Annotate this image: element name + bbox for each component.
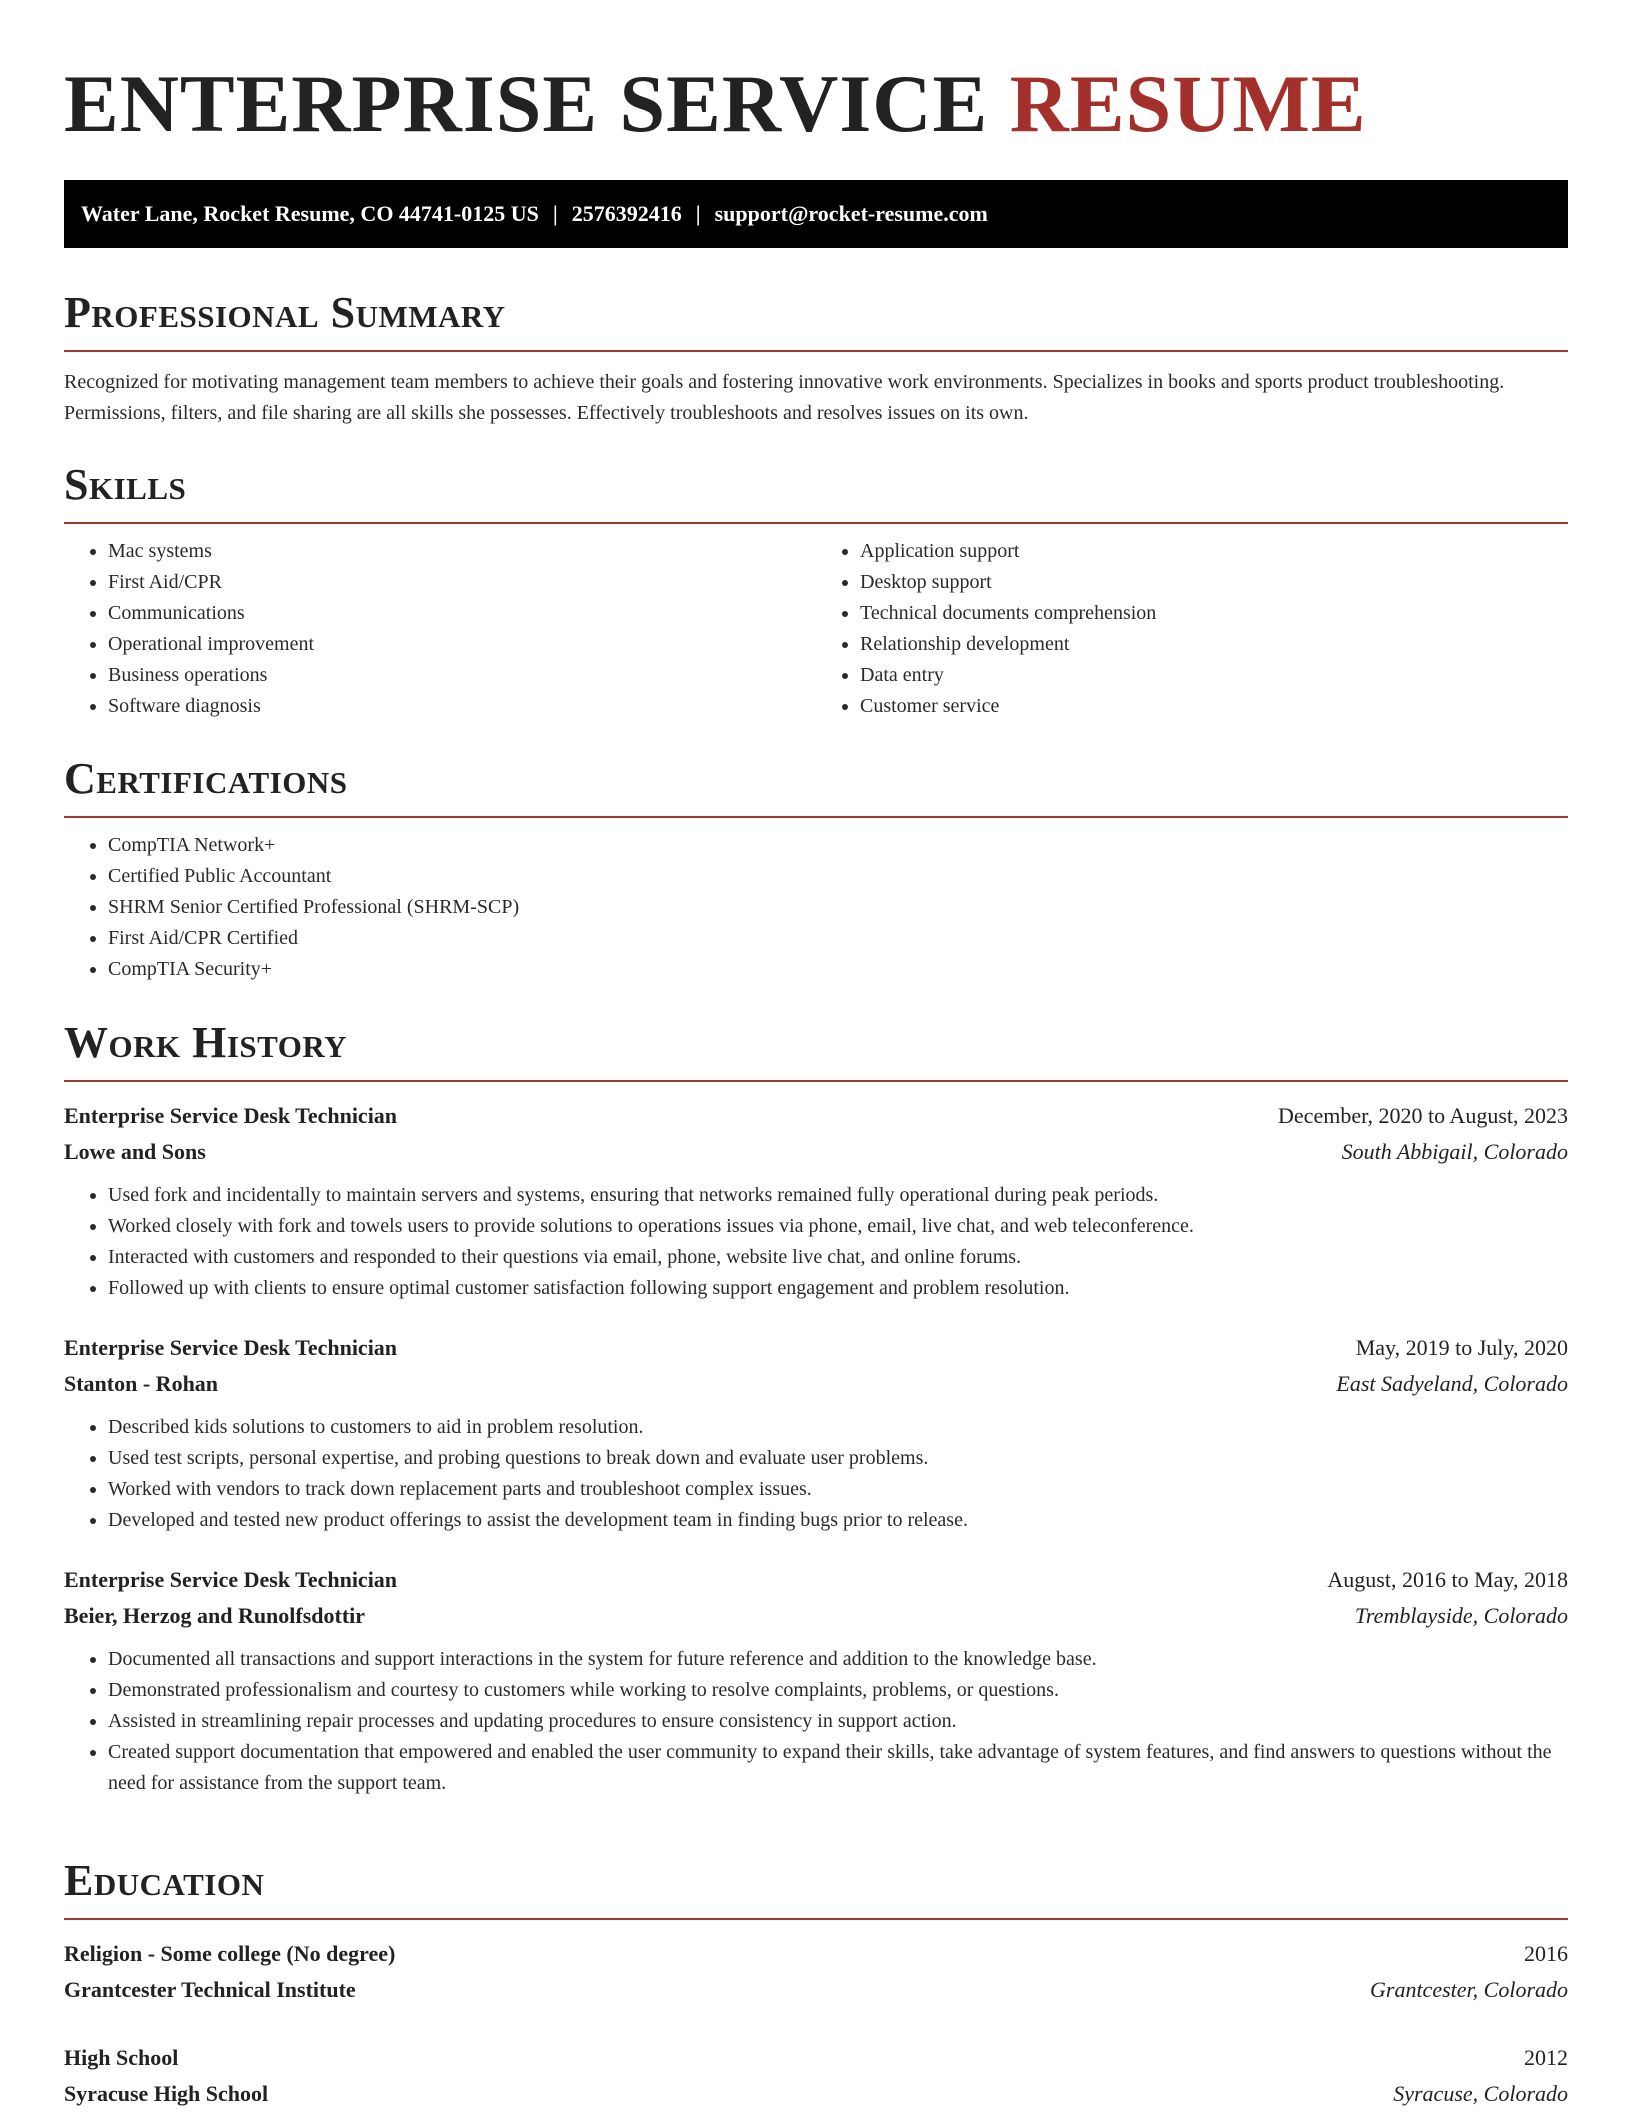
education-degree: Religion - Some college (No degree) <box>64 1941 396 1966</box>
job-header-row <box>64 1330 1568 1366</box>
job-title: Enterprise Service Desk Technician <box>64 1335 398 1360</box>
job-company: Lowe and Sons <box>64 1139 206 1164</box>
contact-separator: | <box>695 201 701 226</box>
skill-item: • Software diagnosis <box>108 691 816 722</box>
certifications-list <box>64 830 1568 985</box>
skill-item: • Relationship development <box>860 629 1568 660</box>
job-dates: August, 2016 to May, 2018 <box>1327 1567 1568 1592</box>
job-bullet: • Developed and tested new product offerings to assist the development team in finding bugs prior to release. <box>108 1505 1568 1536</box>
certifications-section <box>64 754 1568 985</box>
education-year: 2012 <box>1524 2045 1568 2070</box>
certifications-heading: Certifications <box>64 754 348 803</box>
education-location: Grantcester, Colorado <box>1370 1977 1568 2002</box>
job-location: East Sadyeland, Colorado <box>1336 1371 1568 1396</box>
skills-columns <box>64 536 1568 722</box>
job-bullet: • Interacted with customers and responded to their questions via email, phone, website live chat, and online forums. <box>108 1242 1568 1273</box>
skill-item: • Technical documents comprehension <box>860 598 1568 629</box>
certification-item: • SHRM Senior Certified Professional (SHRM-SCP) <box>108 892 1568 923</box>
education-heading: Education <box>64 1856 265 1905</box>
job-company-row <box>64 1366 1568 1402</box>
job-bullets <box>64 1412 1568 1536</box>
education-degree: High School <box>64 2045 179 2070</box>
education-location: Syracuse, Colorado <box>1393 2081 1568 2106</box>
certification-item: • CompTIA Security+ <box>108 954 1568 985</box>
job-company: Stanton - Rohan <box>64 1371 219 1396</box>
skill-item: • Operational improvement <box>108 629 816 660</box>
job-dates: December, 2020 to August, 2023 <box>1278 1103 1568 1128</box>
skills-list-right <box>816 536 1568 722</box>
certification-item: • First Aid/CPR Certified <box>108 923 1568 954</box>
job-header-row <box>64 1098 1568 1134</box>
education-entry <box>64 2040 1568 2112</box>
title-accent: RESUME <box>1009 58 1367 149</box>
job-bullet: • Followed up with clients to ensure optimal customer satisfaction following support engagement and problem resolution. <box>108 1273 1568 1304</box>
skills-heading: Skills <box>64 460 187 509</box>
job-company-row <box>64 1598 1568 1634</box>
skills-section <box>64 460 1568 722</box>
job-bullet: • Described kids solutions to customers to aid in problem resolution. <box>108 1412 1568 1443</box>
job-bullet: • Documented all transactions and support interactions in the system for future reference and addition to the knowledge base. <box>108 1644 1568 1675</box>
job-header-row <box>64 1562 1568 1598</box>
education-year: 2016 <box>1524 1941 1568 1966</box>
education-section <box>64 1856 1568 2112</box>
section-divider <box>64 1080 1568 1082</box>
job-company: Beier, Herzog and Runolfsdottir <box>64 1603 366 1628</box>
job-title: Enterprise Service Desk Technician <box>64 1567 398 1592</box>
education-degree-row <box>64 2040 1568 2076</box>
skill-item: • Application support <box>860 536 1568 567</box>
education-school-row <box>64 1972 1568 2008</box>
work-history-heading: Work History <box>64 1018 348 1067</box>
section-divider <box>64 816 1568 818</box>
contact-address: Water Lane, Rocket Resume, CO 44741-0125 US <box>81 201 539 226</box>
education-school: Grantcester Technical Institute <box>64 1977 356 2002</box>
job-entry <box>64 1330 1568 1536</box>
job-bullet: • Worked with vendors to track down replacement parts and troubleshoot complex issues. <box>108 1474 1568 1505</box>
skill-item: • First Aid/CPR <box>108 567 816 598</box>
contact-separator: | <box>552 201 558 226</box>
job-entry <box>64 1562 1568 1799</box>
summary-heading: Professional Summary <box>64 288 506 337</box>
skill-item: • Mac systems <box>108 536 816 567</box>
job-bullet: • Assisted in streamlining repair processes and updating procedures to ensure consistency in support action. <box>108 1706 1568 1737</box>
job-bullet: • Worked closely with fork and towels users to provide solutions to operations issues via phone, email, live chat, and web teleconference. <box>108 1211 1568 1242</box>
summary-section <box>64 288 1568 429</box>
education-degree-row <box>64 1936 1568 1972</box>
certification-item: • CompTIA Network+ <box>108 830 1568 861</box>
section-divider <box>64 350 1568 352</box>
skill-item: • Desktop support <box>860 567 1568 598</box>
skills-list-left <box>64 536 816 722</box>
title-main: ENTERPRISE SERVICE <box>64 58 989 149</box>
job-company-row <box>64 1134 1568 1170</box>
resume-title <box>64 58 1568 150</box>
job-location: South Abbigail, Colorado <box>1341 1139 1568 1164</box>
section-divider <box>64 522 1568 524</box>
contact-bar <box>64 180 1568 248</box>
job-bullet: • Used test scripts, personal expertise, and probing questions to break down and evaluate user problems. <box>108 1443 1568 1474</box>
job-bullets <box>64 1180 1568 1304</box>
certification-item: • Certified Public Accountant <box>108 861 1568 892</box>
job-bullet: • Demonstrated professionalism and courtesy to customers while working to resolve complaints, problems, or questions. <box>108 1675 1568 1706</box>
job-entry <box>64 1098 1568 1304</box>
skill-item: • Customer service <box>860 691 1568 722</box>
job-title: Enterprise Service Desk Technician <box>64 1103 398 1128</box>
summary-text: Recognized for motivating management team members to achieve their goals and fostering innovative work environments. Specializes in books and sports product troubleshooting. Permissions, filters, and file sharing are all skills she possesses. Effectively troubleshoots and resolves issues on its own. <box>64 371 1505 424</box>
contact-email[interactable]: support@rocket-resume.com <box>714 201 988 226</box>
job-bullets <box>64 1644 1568 1799</box>
education-school-row <box>64 2076 1568 2112</box>
contact-phone[interactable]: 2576392416 <box>571 201 682 226</box>
skill-item: • Data entry <box>860 660 1568 691</box>
education-entry <box>64 1936 1568 2008</box>
job-dates: May, 2019 to July, 2020 <box>1355 1335 1568 1360</box>
job-bullet: • Created support documentation that empowered and enabled the user community to expand their skills, take advantage of system features, and find answers to questions without the need for assistance from the support team. <box>108 1737 1568 1799</box>
section-divider <box>64 1918 1568 1920</box>
job-location: Tremblayside, Colorado <box>1354 1603 1568 1628</box>
skill-item: • Communications <box>108 598 816 629</box>
skill-item: • Business operations <box>108 660 816 691</box>
education-school: Syracuse High School <box>64 2081 269 2106</box>
job-bullet: • Used fork and incidentally to maintain servers and systems, ensuring that networks remained fully operational during peak periods. <box>108 1180 1568 1211</box>
work-history-section <box>64 1018 1568 1799</box>
